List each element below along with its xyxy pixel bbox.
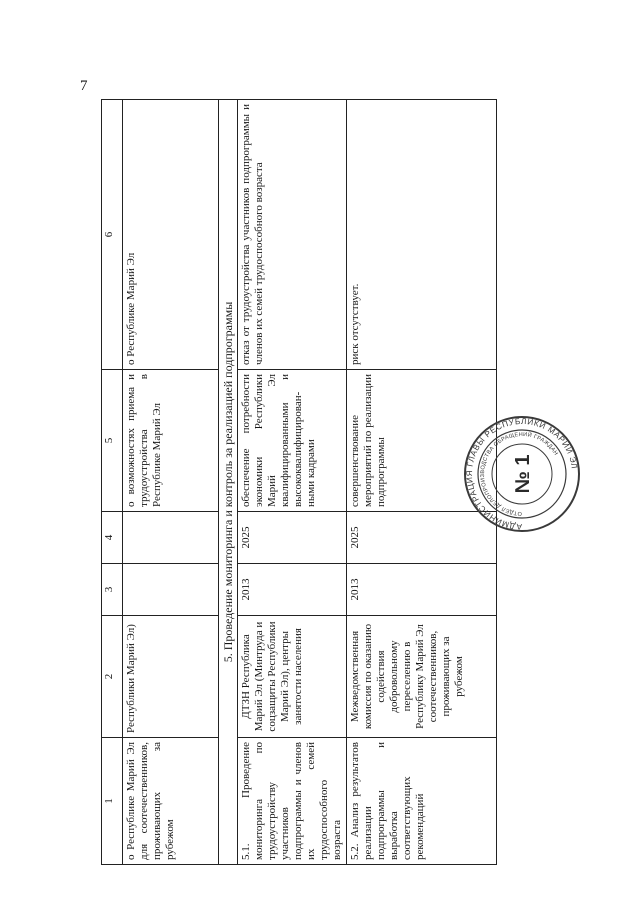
cell-result: о возможностях приема и трудоустройства в Республике Марий Эл [123, 370, 219, 512]
cell-risk: риск отсутствует. [346, 100, 496, 370]
header-col-1: 1 [102, 738, 123, 865]
cell-start-year: 2013 [346, 564, 496, 616]
seal-graphic [462, 414, 582, 534]
cell-end-year: 2025 [346, 512, 496, 564]
continuation-row [123, 100, 219, 865]
header-col-3: 3 [102, 564, 123, 616]
cell-risk: о Республике Марий Эл [123, 100, 219, 370]
header-col-2: 2 [102, 616, 123, 738]
table-header-row [102, 100, 123, 865]
section-title: 5. Проведение мониторинга и контроль за реализацией подпрограммы [219, 100, 238, 865]
seal-outer-text: АДМИНИСТРАЦИЯ ГЛАВЫ РЕСПУБЛИКИ МАРИЙ ЭЛ [464, 416, 579, 532]
program-table [101, 99, 497, 865]
cell-executor: Межведомственная комиссия по оказанию содействия добровольному переселению в Республику Марий Эл соотечественников, проживающих за рубежом [346, 616, 496, 738]
cell-measure: 5.2. Анализ результатов реализации подпрограммы и выработка соответствующих рекомендаций [346, 738, 496, 865]
cell-executor: ДТЗН Республика Марий Эл (Минтруда и соцзащиты Республики Марий Эл), центры занятости населения [238, 616, 347, 738]
cell-risk: отказ от трудоустройства участников подпрограммы и членов их семей трудоспособного возраста [238, 100, 347, 370]
table-row [238, 100, 347, 865]
official-seal-stamp [462, 414, 582, 534]
cell-measure: 5.1. Проведение мониторинга по трудоустройству участников подпрограммы и членов их семей трудоспособного возраста [238, 738, 347, 865]
cell-end-year [123, 512, 219, 564]
header-col-5: 5 [102, 370, 123, 512]
section-row [219, 100, 238, 865]
cell-start-year [123, 564, 219, 616]
page-number: 7 [80, 78, 88, 94]
cell-start-year: 2013 [238, 564, 347, 616]
seal-inner-text: ОТДЕЛ ДЕЛОПРОИЗВОДСТВА ОБРАЩЕНИЙ ГРАЖДАН [479, 431, 559, 517]
header-col-4: 4 [102, 512, 123, 564]
cell-measure: о Республике Марий Эл для соотечественников, проживающих за рубежом [123, 738, 219, 865]
cell-executor: Республики Марий Эл) [123, 616, 219, 738]
cell-result: обеспечение потребности экономики Республики Марий Эл квалифицированными и высококвалифицирован-ными кадрами [238, 370, 347, 512]
seal-number: № 1 [512, 454, 534, 494]
cell-end-year: 2025 [238, 512, 347, 564]
header-col-6: 6 [102, 100, 123, 370]
cell-result: совершенствование мероприятий по реализации подпрограммы [346, 370, 496, 512]
